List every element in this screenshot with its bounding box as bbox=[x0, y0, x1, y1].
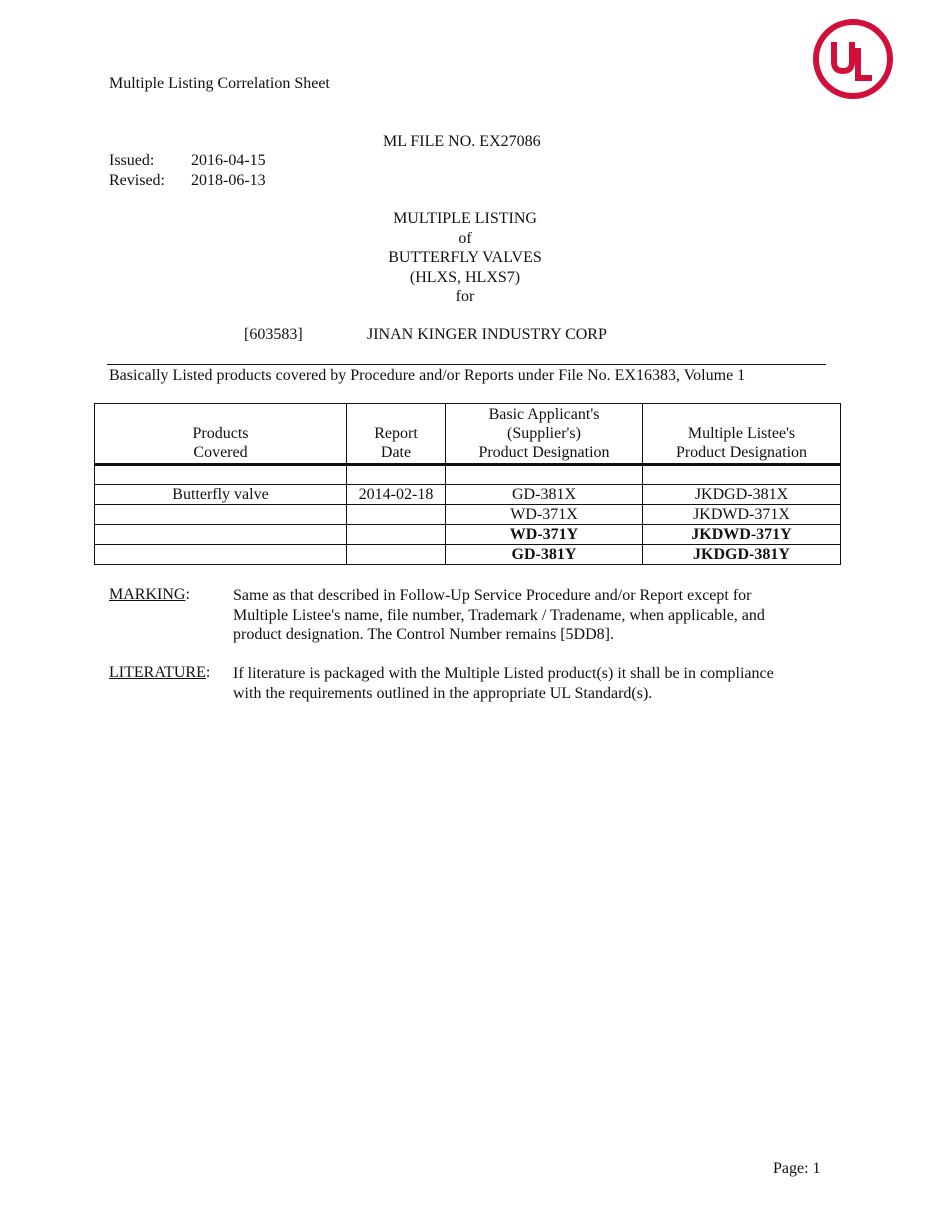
table-row bbox=[95, 485, 841, 505]
table-row bbox=[95, 505, 841, 525]
table-spacer-row bbox=[95, 465, 841, 485]
listing-heading bbox=[350, 209, 580, 307]
table-cell bbox=[95, 525, 347, 545]
designation-table bbox=[94, 403, 841, 565]
table-cell bbox=[347, 525, 446, 545]
ml-file-number: ML FILE NO. EX27086 bbox=[383, 133, 541, 150]
table-cell bbox=[95, 545, 347, 565]
company-id: [603583] bbox=[244, 326, 303, 343]
ul-logo bbox=[812, 18, 894, 100]
table-cell: GD-381Y bbox=[446, 545, 643, 565]
revised-date: 2018-06-13 bbox=[191, 172, 266, 189]
revised-label: Revised: bbox=[109, 172, 165, 189]
table-cell: Butterfly valve bbox=[95, 485, 347, 505]
sheet-title: Multiple Listing Correlation Sheet bbox=[109, 75, 330, 92]
table-cell: WD-371Y bbox=[446, 525, 643, 545]
table-cell bbox=[347, 545, 446, 565]
table-cell: WD-371X bbox=[446, 505, 643, 525]
issued-date: 2016-04-15 bbox=[191, 152, 266, 169]
issued-label: Issued: bbox=[109, 152, 155, 169]
table-row bbox=[95, 525, 841, 545]
table-row bbox=[95, 545, 841, 565]
basic-listing-note: Basically Listed products covered by Procedure and/or Reports under File No. EX16383, Volume 1 bbox=[109, 367, 746, 384]
table-cell bbox=[347, 505, 446, 525]
listing-line: of bbox=[458, 229, 472, 247]
table-cell: JKDGD-381X bbox=[643, 485, 841, 505]
literature-label: LITERATURE: bbox=[109, 664, 211, 681]
column-header: Basic Applicant's (Supplier's) Product Designation bbox=[446, 404, 643, 465]
table-cell bbox=[95, 505, 347, 525]
table-cell: GD-381X bbox=[446, 485, 643, 505]
listing-line: BUTTERFLY VALVES bbox=[388, 249, 542, 266]
divider bbox=[107, 364, 826, 365]
table-header-row bbox=[95, 404, 841, 465]
column-header: Multiple Listee's Product Designation bbox=[643, 404, 841, 465]
marking-label: MARKING: bbox=[109, 586, 190, 603]
table-cell: 2014-02-18 bbox=[347, 485, 446, 505]
table-cell: JKDWD-371Y bbox=[643, 525, 841, 545]
literature-text: If literature is packaged with the Multiple Listed product(s) it shall be in compliance with the requirements outlined in the appropriate UL Standard(s). bbox=[233, 665, 774, 702]
listing-line: (HLXS, HLXS7) bbox=[409, 268, 521, 286]
table-cell: JKDWD-371X bbox=[643, 505, 841, 525]
listing-line: for bbox=[455, 288, 475, 305]
company-name: JINAN KINGER INDUSTRY CORP bbox=[367, 326, 607, 343]
column-header: Products Covered bbox=[95, 404, 347, 465]
column-header: Report Date bbox=[347, 404, 446, 465]
page-number: Page: 1 bbox=[773, 1160, 821, 1177]
table-cell: JKDGD-381Y bbox=[643, 545, 841, 565]
marking-text: Same as that described in Follow-Up Service Procedure and/or Report except for Multiple Listee's name, file number, Trademark / Tradename, when applicable, and product designation. The Control Number remains [5DD8]. bbox=[233, 587, 765, 643]
listing-line: MULTIPLE LISTING bbox=[393, 210, 537, 227]
